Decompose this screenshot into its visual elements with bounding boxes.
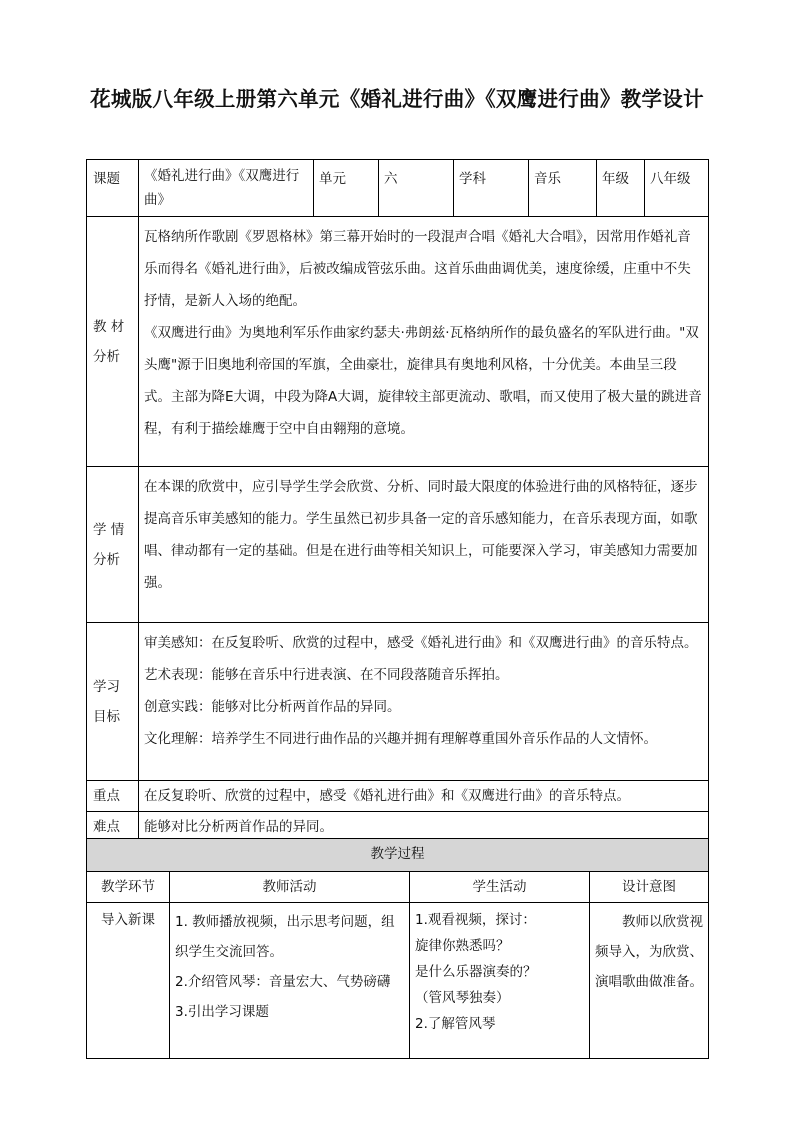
page-title: 花城版八年级上册第六单元《婚礼进行曲》《双鹰进行曲》教学设计 bbox=[90, 87, 704, 111]
process-heading-row bbox=[87, 839, 709, 872]
difficulty-label: 难点 bbox=[87, 812, 139, 843]
student-activity-item: 旋律你熟悉吗？ bbox=[415, 938, 510, 954]
student-activity-cell bbox=[410, 903, 590, 1059]
students-row bbox=[87, 467, 709, 623]
student-activity-item: 是什么乐器演奏的？ bbox=[415, 964, 537, 980]
material-label-line2: 分析 bbox=[93, 348, 120, 365]
goal-item: 创意实践：能够对比分析两首作品的异同。 bbox=[144, 699, 401, 715]
goals-label-line2: 目标 bbox=[93, 708, 120, 725]
difficulty-text: 能够对比分析两首作品的异同。 bbox=[139, 812, 709, 843]
topic-label: 课题 bbox=[87, 160, 139, 217]
topic-value: 《婚礼进行曲》《双鹰进行曲》 bbox=[139, 160, 314, 217]
students-label-line1: 学 情 bbox=[93, 521, 125, 538]
teacher-activity-item: 3.引出学习课题 bbox=[175, 1004, 269, 1020]
process-row bbox=[87, 903, 709, 1059]
key-point-text: 在反复聆听、欣赏的过程中，感受《婚礼进行曲》和《双鹰进行曲》的音乐特点。 bbox=[139, 781, 709, 812]
key-point-label: 重点 bbox=[87, 781, 139, 812]
goal-item: 审美感知：在反复聆听、欣赏的过程中，感受《婚礼进行曲》和《双鹰进行曲》的音乐特点。 bbox=[144, 635, 698, 651]
column-header-stage: 教学环节 bbox=[87, 872, 170, 903]
material-row bbox=[87, 217, 709, 467]
teacher-activity-item: 1. 教师播放视频，出示思考问题，组织学生交流回答。 bbox=[175, 914, 395, 960]
student-activity-item: 1.观看视频，探讨： bbox=[415, 912, 536, 928]
material-label-line1: 教 材 bbox=[93, 318, 125, 335]
stage-cell: 导入新课 bbox=[87, 903, 170, 1059]
material-label bbox=[87, 217, 139, 467]
grade-label: 年级 bbox=[597, 160, 645, 217]
subject-label: 学科 bbox=[454, 160, 529, 217]
students-content: 在本课的欣赏中，应引导学生学会欣赏、分析、同时最大限度的体验进行曲的风格特征，逐步提高音乐审美感知的能力。学生虽然已初步具备一定的音乐感知能力，在音乐表现方面，如歌唱、律动都有一定的基础。但是在进行曲等相关知识上，可能要深入学习，审美感知力需要加强。 bbox=[139, 467, 709, 623]
teacher-activity-cell bbox=[170, 903, 410, 1059]
student-activity-item: 2.了解管风琴 bbox=[415, 1016, 496, 1032]
material-paragraph-1: 瓦格纳所作歌剧《罗恩格林》第三幕开始时的一段混声合唱《婚礼大合唱》，因常用作婚礼音乐而得名《婚礼进行曲》，后被改编成管弦乐曲。这首乐曲曲调优美，速度徐缓，庄重中不失抒情，是新人入场的绝配。 bbox=[144, 229, 691, 309]
unit-label: 单元 bbox=[314, 160, 379, 217]
subject-value: 音乐 bbox=[529, 160, 597, 217]
goals-content bbox=[139, 623, 709, 781]
material-content bbox=[139, 217, 709, 467]
header-row bbox=[87, 160, 709, 217]
goals-label bbox=[87, 623, 139, 781]
goals-label-line1: 学习 bbox=[93, 678, 120, 695]
goal-item: 文化理解：培养学生不同进行曲作品的兴趣并拥有理解尊重国外音乐作品的人文情怀。 bbox=[144, 731, 657, 747]
column-header-teacher: 教师活动 bbox=[170, 872, 410, 903]
grade-value: 八年级 bbox=[645, 160, 709, 217]
column-header-intent: 设计意图 bbox=[590, 872, 709, 903]
column-header-student: 学生活动 bbox=[410, 872, 590, 903]
design-intent-cell: 教师以欣赏视频导入，为欣赏、演唱歌曲做准备。 bbox=[590, 903, 709, 1059]
goal-item: 艺术表现：能够在音乐中行进表演、在不同段落随音乐挥拍。 bbox=[144, 667, 509, 683]
process-columns-row bbox=[87, 872, 709, 903]
key-point-row bbox=[87, 781, 709, 812]
students-label bbox=[87, 467, 139, 623]
students-label-line2: 分析 bbox=[93, 551, 120, 568]
teacher-activity-item: 2.介绍管风琴：音量宏大、气势磅礴 bbox=[175, 974, 391, 990]
process-heading: 教学过程 bbox=[87, 839, 709, 872]
material-paragraph-2: 《双鹰进行曲》为奥地利军乐作曲家约瑟夫·弗朗兹·瓦格纳所作的最负盛名的军队进行曲。"双头鹰"源于旧奥地利帝国的军旗，全曲豪壮，旋律具有奥地利风格，十分优美。本曲呈三段式。主部为降E大调，中段为降A大调，旋律较主部更流动、歌唱，而又使用了极大量的跳进音程，有利于描绘雄鹰于空中自由翱翔的意境。 bbox=[144, 325, 702, 437]
student-activity-item: （管风琴独奏） bbox=[415, 990, 510, 1006]
goals-row bbox=[87, 623, 709, 781]
process-table bbox=[86, 838, 709, 1059]
lesson-info-table bbox=[86, 159, 709, 843]
unit-value: 六 bbox=[379, 160, 454, 217]
